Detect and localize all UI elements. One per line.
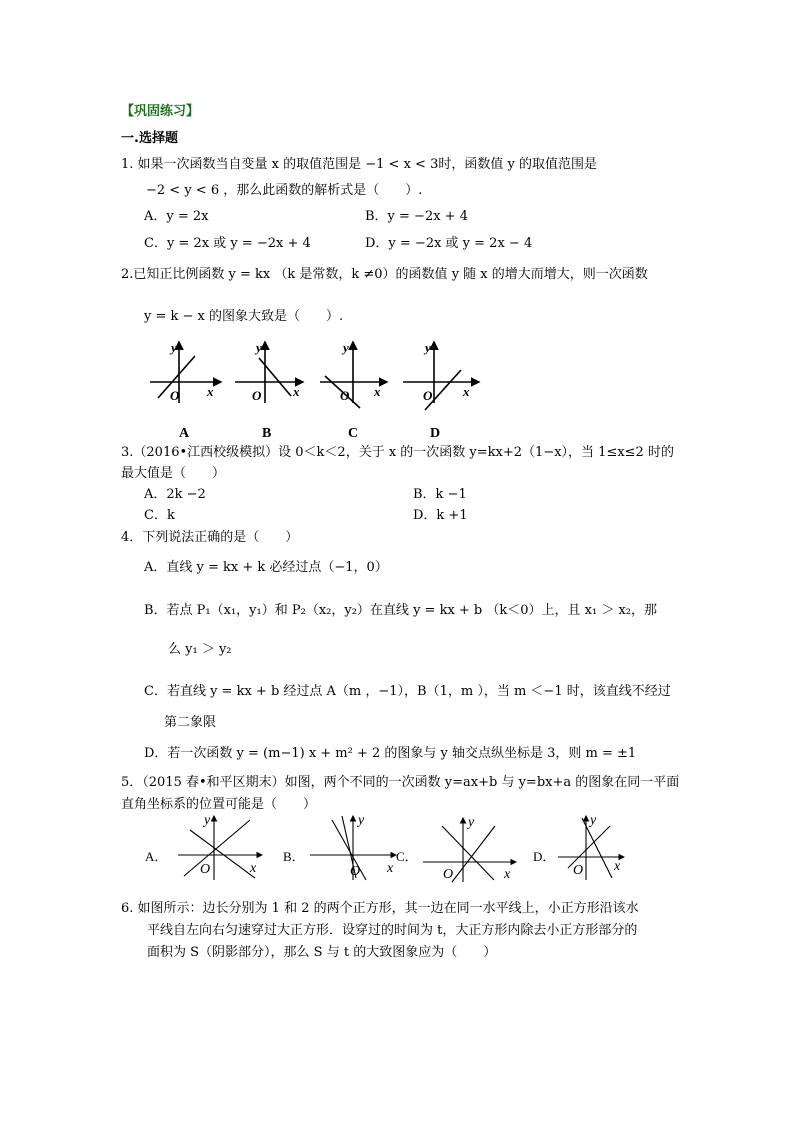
q5-c-origin: O	[443, 867, 454, 882]
section-title: 【巩固练习】	[121, 104, 200, 119]
q6-stem-line2: 平线自左向右匀速穿过大正方形．设穿过的时间为 t，大正方形内除去小正方形部分的	[147, 923, 638, 938]
q5-c-x-label: x	[504, 867, 511, 882]
q5-graphs	[140, 812, 630, 884]
q5-graph-d	[533, 813, 624, 880]
q2-stem-line2: y = k − x 的图象大致是（ ）.	[144, 309, 344, 324]
q2-stem-line1: 2.已知正比例函数 y = kx （k 是常数，k ≠0）的函数值 y 随 x 的增大而增大，则一次函数	[121, 267, 648, 282]
q2-c-origin: O	[340, 388, 350, 403]
q1-option-a: A．y = 2x	[144, 209, 209, 224]
q3-option-d: D．k +1	[413, 508, 468, 523]
q1-stem-line2: −2 < y < 6 ，那么此函数的解析式是（ ）.	[146, 183, 423, 198]
q5-a-label: A．	[145, 849, 168, 864]
q2-a-label: A	[179, 426, 190, 441]
q2-a-y-label: y	[171, 340, 177, 355]
q2-d-label: D	[430, 426, 441, 441]
q1-option-d: D．y = −2x 或 y = 2x − 4	[365, 236, 533, 251]
q5-a-origin: O	[200, 862, 211, 877]
q5-stem-line2: 直角坐标系的位置可能是（ ）	[121, 797, 317, 812]
q5-a-y-label: y	[204, 813, 211, 828]
q1-option-b: B．y = −2x + 4	[365, 209, 468, 224]
q5-d-origin: O	[573, 863, 584, 878]
q3-option-c: C．k	[144, 508, 175, 523]
q2-graph-c	[320, 340, 387, 441]
q3-option-a: A．2k −2	[144, 487, 206, 502]
q2-graphs	[145, 338, 485, 440]
q2-c-label: C	[348, 426, 359, 441]
q4-option-a: A．直线 y = kx + k 必经过点（−1，0）	[144, 560, 388, 575]
q3-option-b: B．k −1	[413, 487, 467, 502]
q2-graph-d	[403, 340, 479, 441]
q6-stem-line1: 6. 如图所示：边长分别为 1 和 2 的两个正方形，其一边在同一水平线上，小正方形沿该水	[121, 901, 639, 916]
q5-stem-line1: 5．（2015 春•和平区期末）如图，两个不同的一次函数 y=ax+b 与 y=bx+a 的图象在同一平面	[121, 775, 680, 790]
q5-b-label: B．	[283, 849, 305, 864]
q5-c-y-label: y	[468, 815, 475, 830]
q5-d-label: D．	[533, 849, 556, 864]
part-title: 一.选择题	[121, 131, 178, 146]
q2-b-y-label: y	[256, 340, 262, 355]
q5-b-x-label: x	[387, 861, 394, 876]
q2-graph-a	[150, 340, 221, 441]
q4-option-c-line1: C．若直线 y = kx + b 经过点 A（m ，−1），B（1，m ），当 m ＜−1 时，该直线不经过	[144, 684, 671, 699]
q4-stem: 4．下列说法正确的是（ ）	[121, 530, 299, 545]
q2-d-x-label: x	[463, 384, 470, 399]
q1-stem-line1: 1. 如果一次函数当自变量 x 的取值范围是 −1 < x < 3时，函数值 y 的取值范围是	[121, 157, 597, 172]
q2-a-origin: O	[170, 388, 180, 403]
q5-graph-c	[396, 815, 516, 882]
q6-stem-line3: 面积为 S（阴影部分），那么 S 与 t 的大致图象应为（ ）	[147, 945, 497, 960]
q2-c-y-label: y	[343, 340, 349, 355]
q5-d-y-label: y	[590, 813, 597, 828]
q2-a-x-label: x	[207, 384, 214, 399]
q3-stem-line1: 3.（2016•江西校级模拟）设 0＜k＜2，关于 x 的一次函数 y=kx+2（1−x），当 1≤x≤2 时的	[121, 445, 674, 460]
q2-b-origin: O	[252, 388, 262, 403]
q2-d-origin: O	[423, 388, 433, 403]
q2-c-x-label: x	[374, 384, 381, 399]
q5-a-x-label: x	[250, 861, 257, 876]
q4-option-d: D．若一次函数 y = (m−1) x + m² + 2 的图象与 y 轴交点纵坐标是 3，则 m = ±1	[144, 746, 637, 761]
q1-option-c: C．y = 2x 或 y = −2x + 4	[144, 236, 311, 251]
q4-option-c-line2: 第二象限	[164, 715, 217, 730]
q2-b-x-label: x	[293, 384, 300, 399]
q4-option-b-line1: B．若点 P₁（x₁，y₁）和 P₂（x₂，y₂）在直线 y = kx + b （k＜0）上，且 x₁ ＞ x₂，那	[144, 603, 658, 618]
q2-graph-b	[235, 340, 303, 441]
q5-d-x-label: x	[614, 859, 621, 874]
q5-b-origin: O	[350, 864, 361, 879]
q2-d-y-label: y	[425, 340, 431, 355]
q2-b-label: B	[262, 426, 272, 441]
q4-option-b-line2: 么 y₁ ＞ y₂	[168, 642, 232, 657]
q5-c-label: C．	[396, 849, 418, 864]
q5-graph-a	[145, 813, 262, 880]
q5-graph-b	[283, 813, 396, 880]
q3-stem-line2: 最大值是（ ）	[121, 466, 226, 481]
q5-b-y-label: y	[358, 813, 365, 828]
